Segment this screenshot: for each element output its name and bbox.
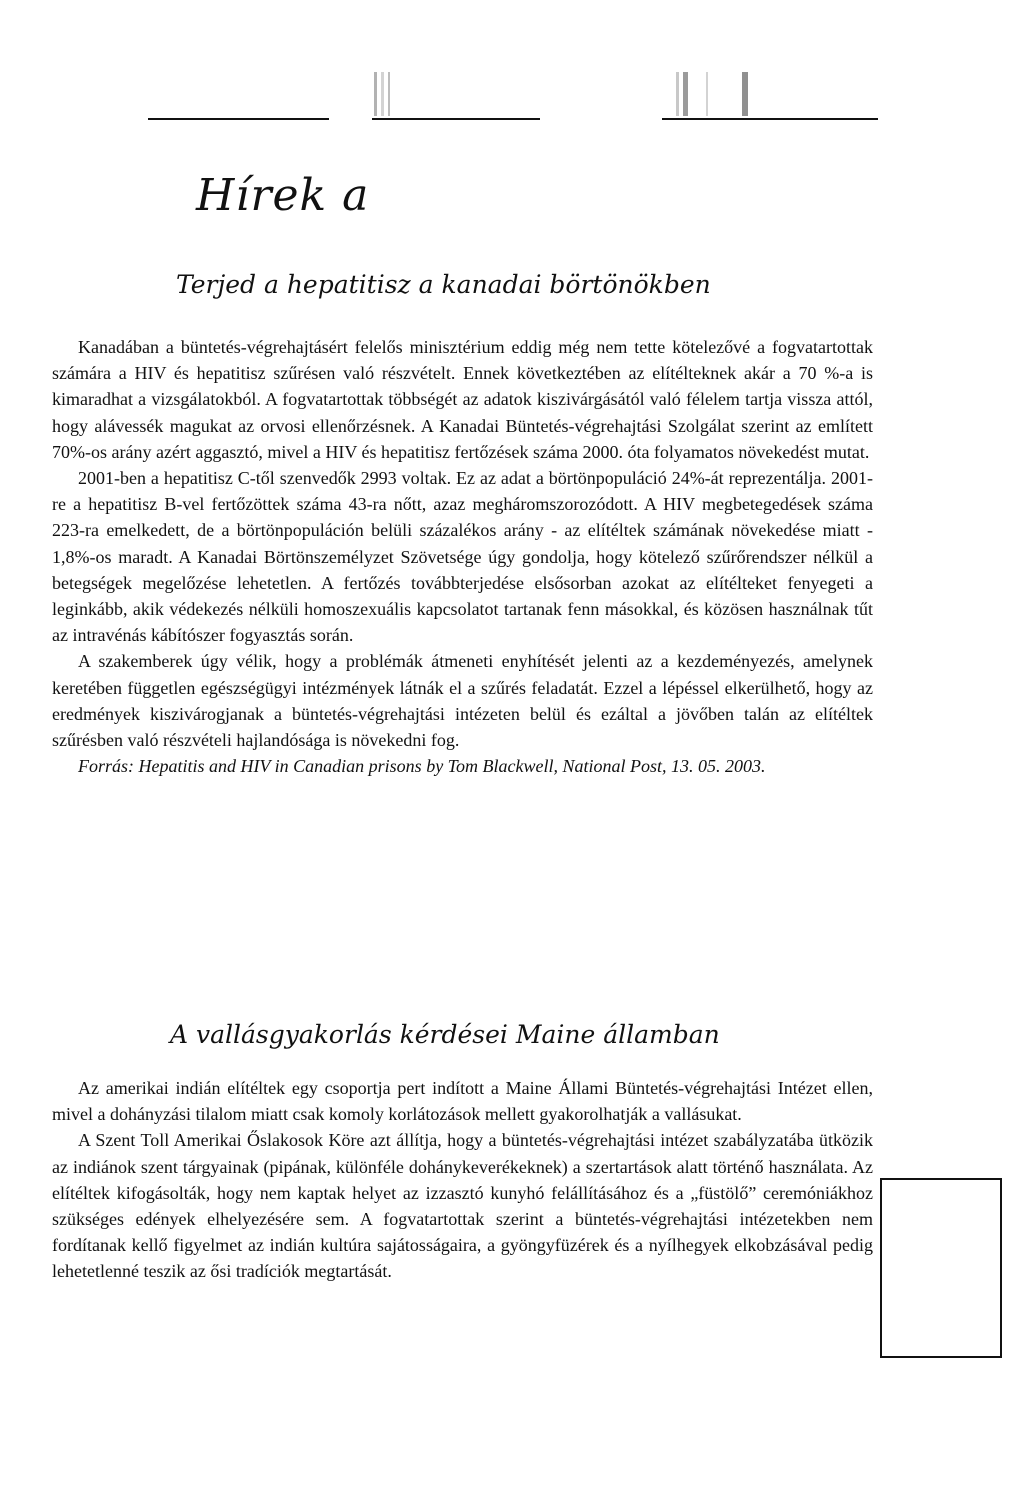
article-paragraph: Kanadában a büntetés-végrehajtásért felelős minisztérium eddig még nem tette kötelezővé a fogvatartottak számára a HIV és hepatitisz szűrésen való részvételt. Ennek következtében az elítélteknek akár a 70 %-a is kimaradhat a vizsgálatokból. A fogvatartottak többségét az adatok kiszivárgásától való félelem tartja vissza attól, hogy alávessék magukat az orvosi ellenőrzésnek. A Kanadai Büntetés-végrehajtási Szolgálat szerint az említett 70%-os arány azért aggasztó, mivel a HIV és hepatitisz fertőzések száma 2000. óta folyamatos növekedést mutat. [52, 337, 873, 462]
article-paragraph: A szakemberek úgy vélik, hogy a problémák átmeneti enyhítését jelenti az a kezdeményezés, amelynek keretében független egészségügyi intézmények látnák el a szűrés feladatát. Ezzel a lépéssel elkerülhető, hogy az eredmények kiszivárogjanak a büntetés-végrehajtási intézeten belül és ezáltal a jövőben talán az elítéltek szűrésben való részvételi hajlandósága is növekedni fog. [52, 651, 873, 751]
header-bars-right [676, 72, 748, 116]
section-title: Hírek a [196, 170, 370, 221]
article-source: Forrás: Hepatitis and HIV in Canadian prisons by Tom Blackwell, National Post, 13. 05. 2003. [78, 756, 766, 777]
article-body [52, 1075, 873, 1285]
article-title: A vallásgyakorlás kérdései Maine államban [170, 1020, 720, 1049]
article-paragraph: Az amerikai indián elítéltek egy csoportja pert indított a Maine Állami Büntetés-végrehajtási Intézet ellen, mivel a dohányzási tilalom miatt csak komoly korlátozások mellett gyakorolhatják a vallásukat. [52, 1078, 873, 1125]
article-paragraph: 2001-ben a hepatitisz C-től szenvedők 2993 voltak. Ez az adat a börtönpopuláció 24%-át reprezentálja. 2001-re a hepatitisz B-vel fertőzöttek száma 43-ra nőtt, azaz megháromszorozódott. A HIV megbetegedések száma 223-ra emelkedett, de a börtönpopuláción belüli százalékos arány - az elítéltek számának növekedése miatt - 1,8%-os maradt. A Kanadai Börtönszemélyzet Szövetsége úgy gondolja, hogy kötelező szűrőrendszer nélkül a betegségek megelőzése lehetetlen. A fertőzés továbbterjedése elsősorban azokat az elítélteket fenyegeti a leginkább, akik védekezés nélküli homoszexuális kapcsolatot tartanak fenn másokkal, és közösen használnak tűt az intravénás kábítószer fogyasztás során. [52, 468, 873, 646]
article-paragraph: A Szent Toll Amerikai Őslakosok Köre azt állítja, hogy a büntetés-végrehajtási intézet szabályzatába ütközik az indiánok szent tárgyainak (pipának, különféle dohánykeverékeknek) a szertartások alatt történő használata. Az elítéltek kifogásolták, hogy nem kaptak helyet az izzasztó kunyhó felállításához és a „füstölő” ceremóniákhoz szükséges edények elhelyezésére sem. A fogvatartottak szerint a büntetés-végrehajtási intézetekben nem fordítanak kellő figyelmet az indián kultúra sajátosságaira, a gyöngyfüzérek és a nyílhegyek elkobzásával pedig lehetetlenné teszik az ősi tradíciók megtartását. [52, 1130, 873, 1282]
header-rule-left [148, 118, 329, 120]
header-bars-left [374, 72, 390, 116]
article-title: Terjed a hepatitisz a kanadai börtönökben [176, 270, 711, 299]
side-box [880, 1178, 1002, 1358]
header-rule-middle [372, 118, 540, 120]
header-rule-right [662, 118, 878, 120]
article-body [52, 334, 873, 779]
